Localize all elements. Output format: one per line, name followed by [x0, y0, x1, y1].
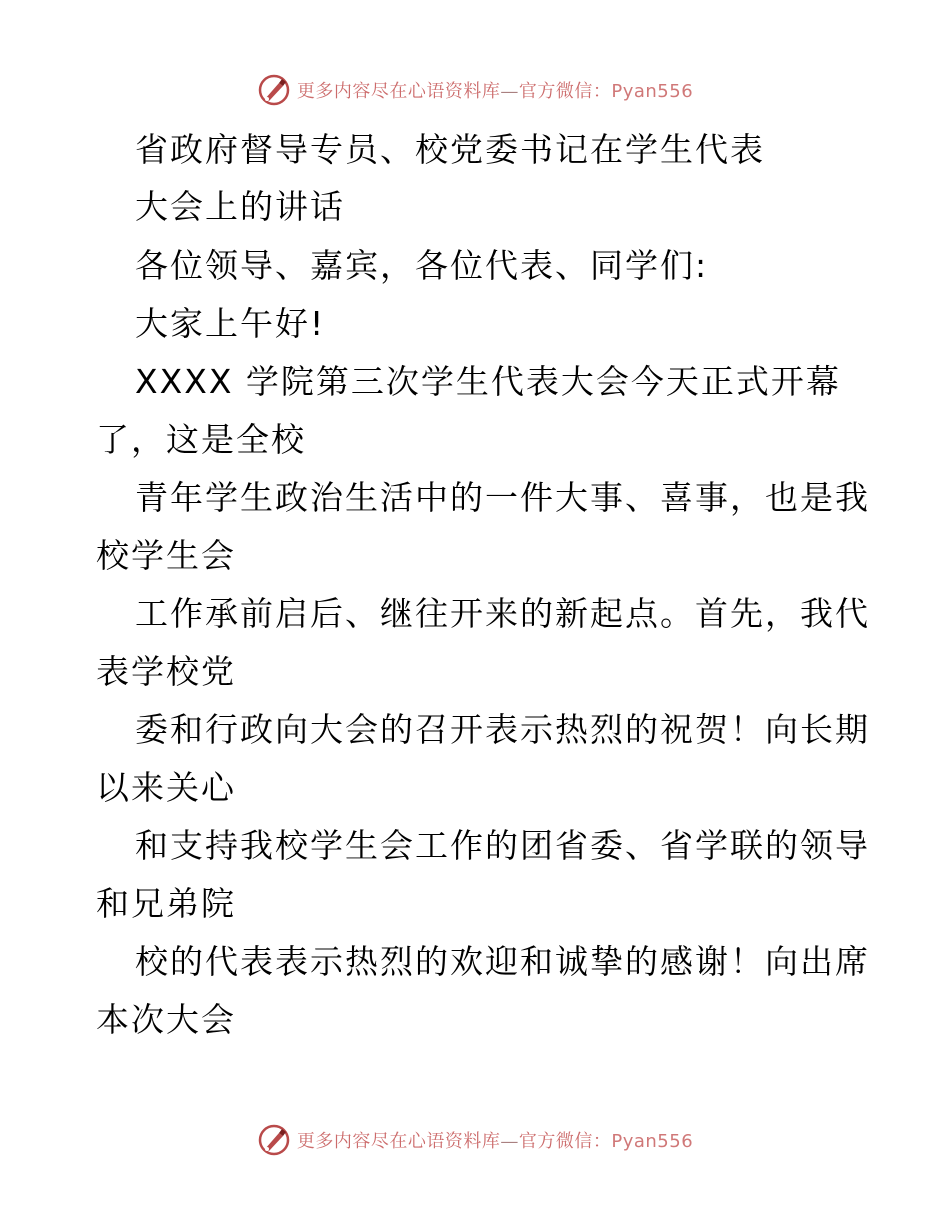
- watermark-brand: 更多内容尽在心语资料库: [296, 1131, 501, 1152]
- watermark-dash: —: [500, 81, 519, 102]
- header-watermark: [0, 70, 950, 110]
- paragraph-line: 本次大会: [96, 1000, 236, 1039]
- watermark-handle: Pyan556: [611, 1131, 694, 1152]
- watermark-text: [297, 77, 693, 103]
- watermark-label: 官方微信：: [518, 1131, 612, 1152]
- paragraph-line: 青年学生政治生活中的一件大事、喜事，也是我: [135, 478, 870, 517]
- greeting: 大家上午好!: [135, 304, 326, 343]
- title-line-2: 大会上的讲话: [135, 187, 345, 226]
- title-line-1: 省政府督导专员、校党委书记在学生代表: [135, 130, 765, 169]
- watermark-brand: 更多内容尽在心语资料库: [296, 81, 501, 102]
- watermark-text: [297, 1127, 693, 1153]
- paragraph-line: 校的代表表示热烈的欢迎和诚挚的感谢！向出席: [135, 942, 870, 981]
- paragraph-line: 校学生会: [96, 536, 236, 575]
- watermark-handle: Pyan556: [611, 81, 694, 102]
- paragraph-line: 和兄弟院: [96, 884, 236, 923]
- footer-watermark: [0, 1120, 950, 1160]
- paragraph-line: XXXX 学院第三次学生代表大会今天正式开幕: [135, 362, 841, 401]
- paragraph-line: 表学校党: [96, 652, 236, 691]
- salutation: 各位领导、嘉宾，各位代表、同学们:: [135, 246, 709, 285]
- paragraph-line: 了，这是全校: [96, 420, 306, 459]
- watermark-dash: —: [500, 1131, 519, 1152]
- paragraph-line: 工作承前启后、继往开来的新起点。首先，我代: [135, 594, 870, 633]
- paragraph-line: 和支持我校学生会工作的团省委、省学联的领导: [135, 826, 870, 865]
- paragraph-line: 委和行政向大会的召开表示热烈的祝贺！向长期: [135, 710, 870, 749]
- paragraph-line: 以来关心: [96, 768, 236, 807]
- watermark-label: 官方微信：: [518, 81, 612, 102]
- pen-logo-icon: [257, 1123, 291, 1157]
- pen-logo-icon: [257, 73, 291, 107]
